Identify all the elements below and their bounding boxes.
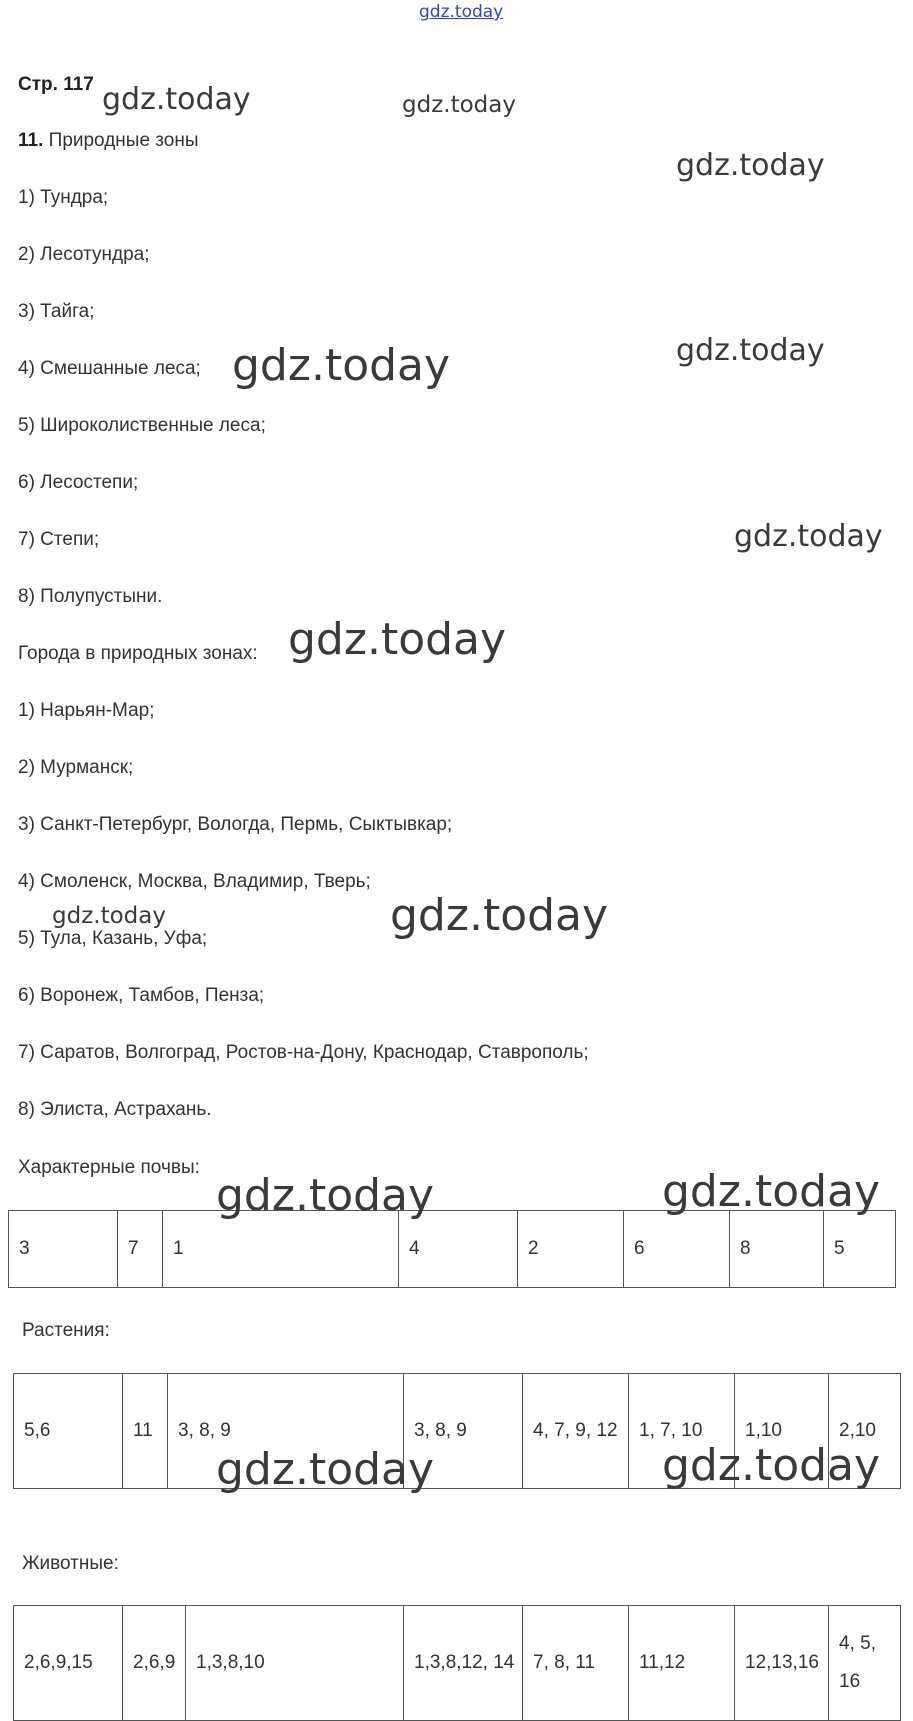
table-cell: 7, 8, 11: [523, 1606, 629, 1721]
zone-item: 8) Полупустыни.: [18, 586, 163, 607]
zone-item: 7) Степи;: [18, 529, 100, 550]
zone-item: 6) Лесостепи;: [18, 472, 139, 493]
table-row: [9, 1211, 896, 1288]
watermark-text: gdz.today: [662, 1166, 881, 1217]
header-watermark-link[interactable]: gdz.today: [419, 2, 504, 22]
soils-heading: Характерные почвы:: [18, 1157, 200, 1178]
city-item: 3) Санкт-Петербург, Вологда, Пермь, Сыктывкар;: [18, 814, 453, 835]
table-cell: 2,6,9: [123, 1606, 186, 1721]
city-item: 6) Воронеж, Тамбов, Пенза;: [18, 985, 265, 1006]
animals-heading: Животные:: [22, 1553, 119, 1574]
table-cell: 3, 8, 9: [168, 1374, 404, 1489]
soils-table: [8, 1210, 896, 1288]
watermark-text: gdz.today: [102, 82, 251, 117]
table-cell: 5: [824, 1211, 896, 1288]
table-cell: 2,6,9,15: [14, 1606, 123, 1721]
watermark-text: gdz.today: [216, 1170, 435, 1221]
watermark-text: gdz.today: [402, 92, 516, 118]
table-cell: 6: [624, 1211, 730, 1288]
table-cell: 7: [118, 1211, 163, 1288]
table-cell: 4, 5, 16: [829, 1606, 901, 1721]
city-item: 8) Элиста, Астрахань.: [18, 1099, 212, 1120]
city-item: 4) Смоленск, Москва, Владимир, Тверь;: [18, 871, 371, 892]
table-cell: 11,12: [629, 1606, 735, 1721]
animals-table: [13, 1605, 901, 1721]
watermark-text: gdz.today: [676, 148, 825, 183]
table-cell: 11: [123, 1374, 168, 1489]
table-cell: 3, 8, 9: [404, 1374, 523, 1489]
zone-item: 2) Лесотундра;: [18, 244, 150, 265]
table-cell: 1,3,8,10: [186, 1606, 404, 1721]
watermark-text: gdz.today: [52, 903, 166, 929]
table-cell: 12,13,16: [735, 1606, 829, 1721]
table-cell: 2: [518, 1211, 624, 1288]
city-item: 7) Саратов, Волгоград, Ростов-на-Дону, Краснодар, Ставрополь;: [18, 1042, 589, 1063]
watermark-text: gdz.today: [390, 890, 609, 941]
task-title: Природные зоны: [48, 130, 199, 151]
zone-item: 4) Смешанные леса;: [18, 358, 201, 379]
zone-item: 1) Тундра;: [18, 187, 109, 208]
city-item: 2) Мурманск;: [18, 757, 134, 778]
watermark-text: gdz.today: [288, 614, 507, 665]
watermark-text: gdz.today: [232, 340, 451, 391]
table-cell: 5,6: [14, 1374, 123, 1489]
table-cell: 1,3,8,12, 14: [404, 1606, 523, 1721]
table-row: [14, 1606, 901, 1721]
city-item: 5) Тула, Казань, Уфа;: [18, 928, 208, 949]
task-heading: [18, 130, 199, 152]
table-cell: 1, 7, 10: [629, 1374, 735, 1489]
table-cell: 1: [163, 1211, 399, 1288]
watermark-text: gdz.today: [662, 1440, 881, 1491]
table-cell: 4: [399, 1211, 518, 1288]
watermark-text: gdz.today: [734, 519, 883, 554]
task-number: 11.: [18, 130, 44, 151]
plants-heading: Растения:: [22, 1320, 110, 1341]
zone-item: 5) Широколиственные леса;: [18, 415, 266, 436]
page-label: Стр. 117: [18, 74, 94, 95]
watermark-text: gdz.today: [676, 333, 825, 368]
zone-item: 3) Тайга;: [18, 301, 95, 322]
table-cell: 3: [9, 1211, 118, 1288]
table-cell: 2,10: [829, 1374, 901, 1489]
watermark-text: gdz.today: [216, 1444, 435, 1495]
city-item: 1) Нарьян-Мар;: [18, 700, 155, 721]
cities-heading: Города в природных зонах:: [18, 643, 258, 664]
table-cell: 4, 7, 9, 12: [523, 1374, 629, 1489]
table-cell: 8: [730, 1211, 824, 1288]
table-cell: 1,10: [735, 1374, 829, 1489]
